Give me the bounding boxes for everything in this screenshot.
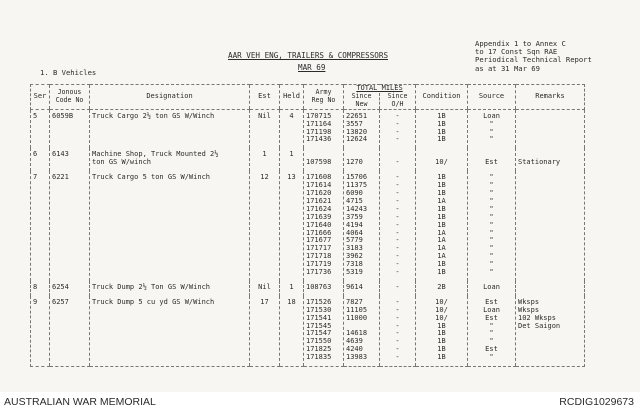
cell-condition [416,281,468,296]
cell-ser [31,171,50,281]
cell-est [250,171,280,281]
cell-condition-line: 1B [437,353,446,362]
cell-est-value: 17 [260,297,269,306]
cell-held-value: 1 [289,150,294,159]
cell-ser-value: 6 [33,150,38,159]
cell-since-oh-line: - [395,305,400,314]
cell-army-reg-line: 171545 [306,321,332,330]
cell-army-reg [304,281,344,296]
cell-since-oh-line: - [395,297,400,306]
header-total-miles-label: TOTAL MILES [356,84,403,92]
cell-since-oh [380,171,416,281]
cell-held [280,281,304,296]
cell-est-value: Nil [258,111,271,120]
cell-ser-value: 9 [33,297,38,306]
cell-ser [31,281,50,296]
cell-ser [31,296,50,367]
cell-army-reg-line: 171541 [306,313,332,322]
cell-army-reg-line: 171624 [306,204,332,213]
cell-source-line: " [489,127,494,136]
cell-source [468,109,516,148]
cell-since-new-line: 11000 [346,313,368,322]
cell-code-value: 6059B [52,111,74,120]
cell-source-line: Est [485,158,498,167]
cell-source [468,148,516,171]
cell-since-new-line: 14618 [346,329,368,338]
cell-since-oh-line: - [395,345,400,354]
cell-since-oh-line: - [395,212,400,221]
cell-source-line: " [489,252,494,261]
document-title: AAR VEH ENG, TRAILERS & COMPRESSORS [228,51,389,60]
cell-source-line: Loan [483,111,500,120]
header-miles-sub [344,93,415,109]
cell-since-oh-line: - [395,282,400,291]
cell-since-new-line: 4715 [346,196,363,205]
cell-since-oh-line: - [395,313,400,322]
cell-designation-line: Machine Shop, Truck Mounted 2½ [92,150,219,159]
appendix-line: to 17 Const Sqn RAE [475,47,558,57]
cell-est [250,109,280,148]
header-since-oh [379,93,415,109]
cell-remarks [516,281,585,296]
cell-ser-value: 5 [33,111,38,120]
section-heading: 1. B Vehicles [40,68,97,77]
cell-designation-line: ton GS W/winch [92,158,152,167]
cell-source-line: " [489,260,494,269]
cell-condition [416,148,468,171]
cell-since-new-line: 14243 [346,204,368,213]
cell-since-oh-line: - [395,111,400,120]
cell-army-reg [304,148,344,171]
cell-condition-line: 1B [437,345,446,354]
cell-condition-line: 1A [437,228,446,237]
cell-condition [416,109,468,148]
cell-since-new [344,281,380,296]
cell-since-oh-line: - [395,127,400,136]
cell-condition-line: 10/ [435,313,448,322]
cell-army-reg-line: 171547 [306,329,332,338]
cell-army-reg-line: 171640 [306,220,332,229]
cell-code-value: 6257 [52,297,69,306]
cell-designation [90,171,250,281]
header-est: Est [250,85,280,110]
header-code-line: Code No [55,95,84,104]
header-total-miles [344,85,416,110]
cell-condition-line: 1B [437,212,446,221]
cell-since-new-line: 3183 [346,244,363,253]
cell-remarks-line: 102 Wksps [518,313,556,322]
cell-source-line: Est [485,345,498,354]
table-body [31,109,585,366]
cell-held-value: 4 [289,111,294,120]
cell-condition-line: 1B [437,119,446,128]
header-code-line: Jonous [57,87,82,96]
cell-army-reg-line: 107598 [306,158,332,167]
cell-condition-line: 2B [437,282,446,291]
cell-ser [31,148,50,171]
cell-since-oh-line: - [395,173,400,182]
header-since-new [344,93,379,109]
cell-army-reg-line: 171825 [306,345,332,354]
cell-since-oh-line: - [395,181,400,190]
table-row [31,171,585,281]
cell-condition-line: 10/ [435,305,448,314]
cell-est-value: 1 [262,150,267,159]
cell-condition [416,171,468,281]
cell-source-line: " [489,212,494,221]
cell-source-line: " [489,268,494,277]
cell-designation-line: Truck Cargo 5 ton GS W/Winch [92,173,211,182]
document-date: MAR 69 [298,63,326,72]
table-header-row [31,85,585,110]
cell-since-oh-line: - [395,260,400,269]
cell-army-reg-line: 171530 [306,305,332,314]
cell-designation-line: Truck Dump 2½ Ton GS W/Winch [92,282,211,291]
cell-source [468,281,516,296]
cell-condition-line: 1A [437,236,446,245]
cell-army-reg-line: 171677 [306,236,332,245]
cell-est [250,296,280,367]
cell-since-oh [380,148,416,171]
cell-army-reg-line: 108763 [306,282,332,291]
cell-army-reg [304,171,344,281]
table-row [31,296,585,367]
header-held: Held [280,85,304,110]
cell-ser-value: 7 [33,173,38,182]
cell-condition-line: 1B [437,329,446,338]
cell-source-line: Loan [483,282,500,291]
cell-since-oh-line: - [395,228,400,237]
cell-condition-line: 1B [437,127,446,136]
cell-since-oh-line: - [395,353,400,362]
cell-source [468,296,516,367]
cell-condition-line: 1B [437,135,446,144]
cell-condition-line: 1B [437,321,446,330]
cell-remarks-line: Det Saigon [518,321,561,330]
cell-ser-value: 8 [33,282,38,291]
cell-held-value: 1 [289,282,294,291]
cell-since-new-line: 4064 [346,228,363,237]
cell-since-oh-line: - [395,236,400,245]
cell-est [250,281,280,296]
cell-since-new-line: 9614 [346,282,363,291]
table-row [31,281,585,296]
cell-remarks [516,109,585,148]
cell-source-line: " [489,321,494,330]
header-army-line: Reg No [311,95,336,104]
cell-army-reg-line: 171164 [306,119,332,128]
cell-since-oh-line: - [395,119,400,128]
cell-since-oh-line: - [395,252,400,261]
cell-source-line: Loan [483,305,500,314]
cell-source-line: " [489,135,494,144]
cell-condition-line: 1A [437,252,446,261]
cell-held [280,296,304,367]
cell-code [50,171,90,281]
cell-condition-line: 1B [437,337,446,346]
cell-remarks-line: Wksps [518,305,540,314]
cell-held [280,148,304,171]
cell-since-new-line: 5779 [346,236,363,245]
cell-source-line: " [489,244,494,253]
cell-condition-line: 1B [437,188,446,197]
cell-since-oh-line: - [395,135,400,144]
cell-since-new-line: 1270 [346,158,363,167]
cell-since-oh-line: - [395,204,400,213]
cell-since-new-line: 11375 [346,181,368,190]
cell-est-value: Nil [258,282,271,291]
cell-source-line: " [489,220,494,229]
cell-since-new [344,296,380,367]
cell-condition-line: 1B [437,268,446,277]
appendix-line: as at 31 Mar 69 [475,63,540,73]
cell-source [468,171,516,281]
cell-held [280,171,304,281]
cell-condition-line: 1B [437,181,446,190]
cell-code [50,296,90,367]
cell-since-new [344,109,380,148]
appendix-block [475,40,592,73]
cell-source-line: " [489,173,494,182]
table-row [31,109,585,148]
cell-designation [90,148,250,171]
cell-condition-line: 1B [437,220,446,229]
cell-since-new-line: 13983 [346,353,368,362]
cell-remarks-line: Stationary [518,158,561,167]
cell-since-new-line: 12624 [346,135,368,144]
cell-since-new-line: 3759 [346,212,363,221]
cell-remarks [516,148,585,171]
cell-remarks-line: Wksps [518,297,540,306]
header-army [304,85,344,110]
cell-code-value: 6143 [52,150,69,159]
cell-army-reg-line: 171608 [306,173,332,182]
cell-since-oh [380,109,416,148]
cell-source-line: " [489,196,494,205]
cell-code [50,148,90,171]
cell-army-reg-line: 171198 [306,127,332,136]
appendix-line: Periodical Technical Report [475,55,592,65]
header-since-new-line: Since [351,91,372,100]
cell-since-new-line: 13820 [346,127,368,136]
appendix-line: Appendix 1 to Annex C [475,39,566,48]
cell-since-oh-line: - [395,329,400,338]
header-since-oh-line: Since [387,91,408,100]
cell-condition-line: 10/ [435,158,448,167]
cell-code [50,281,90,296]
cell-condition-line: 1A [437,196,446,205]
cell-since-oh [380,296,416,367]
cell-est-value: 12 [260,173,269,182]
table-row [31,148,585,171]
cell-army-reg-line: 171526 [306,297,332,306]
cell-held [280,109,304,148]
cell-condition-line: 1B [437,173,446,182]
cell-since-new-line: 3557 [346,119,363,128]
cell-source-line: " [489,228,494,237]
cell-since-oh-line: - [395,196,400,205]
vehicle-table [30,84,585,367]
cell-since-new-line: 4194 [346,220,363,229]
cell-army-reg-line: 171835 [306,353,332,362]
cell-army-reg-line: 171436 [306,135,332,144]
cell-code-value: 6221 [52,173,69,182]
header-code [50,85,90,110]
cell-condition-line: 1B [437,260,446,269]
cell-source-line: " [489,337,494,346]
header-designation: Designation [90,85,250,110]
cell-since-new-line: 15706 [346,173,368,182]
cell-army-reg-line: 171666 [306,228,332,237]
header-army-line: Army [315,87,332,96]
cell-condition-line: 1A [437,244,446,253]
cell-since-new-line: 4240 [346,345,363,354]
cell-held-value: 18 [287,297,296,306]
cell-army-reg-line: 171719 [306,260,332,269]
cell-army-reg-line: 171620 [306,188,332,197]
cell-designation [90,109,250,148]
cell-source-line: Est [485,313,498,322]
cell-army-reg-line: 170715 [306,111,332,120]
cell-since-new-line: 4639 [346,337,363,346]
cell-source-line: " [489,119,494,128]
cell-designation [90,296,250,367]
archive-footer [0,392,640,411]
cell-source-line: " [489,188,494,197]
cell-army-reg-line: 171639 [306,212,332,221]
cell-code-value: 6254 [52,282,69,291]
cell-source-line: Est [485,297,498,306]
cell-designation [90,281,250,296]
cell-held-value: 13 [287,173,296,182]
cell-army-reg [304,296,344,367]
cell-since-new-line: 5319 [346,268,363,277]
cell-since-new [344,171,380,281]
cell-est [250,148,280,171]
cell-source-line: " [489,236,494,245]
cell-remarks [516,171,585,281]
header-ser: Ser [31,85,50,110]
cell-since-new-line: 7827 [346,297,363,306]
cell-since-oh [380,281,416,296]
cell-since-oh-line: - [395,188,400,197]
cell-since-oh-line: - [395,244,400,253]
cell-army-reg-line: 171718 [306,252,332,261]
archive-reference: RCDIG1029673 [559,396,634,408]
header-remarks: Remarks [516,85,585,110]
cell-source-line: " [489,204,494,213]
cell-condition-line: 10/ [435,297,448,306]
cell-since-new-line: 22651 [346,111,368,120]
cell-since-new-line: 11105 [346,305,368,314]
header-source: Source [468,85,516,110]
cell-condition-line: 1B [437,111,446,120]
cell-army-reg-line: 171614 [306,181,332,190]
header-since-new-line: New [355,99,368,108]
cell-condition [416,296,468,367]
cell-source-line: " [489,353,494,362]
cell-since-oh-line: - [395,321,400,330]
cell-since-new [344,148,380,171]
cell-code [50,109,90,148]
archive-name: AUSTRALIAN WAR MEMORIAL [4,396,156,408]
cell-army-reg-line: 171736 [306,268,332,277]
cell-army-reg-line: 171550 [306,337,332,346]
cell-since-new-line: 7318 [346,260,363,269]
cell-remarks [516,296,585,367]
cell-army-reg-line: 171621 [306,196,332,205]
cell-since-new-line: 6090 [346,188,363,197]
cell-since-oh-line: - [395,337,400,346]
header-condition: Condition [416,85,468,110]
cell-ser [31,109,50,148]
header-since-oh-line: O/H [391,99,404,108]
cell-army-reg-line: 171717 [306,244,332,253]
cell-since-oh-line: - [395,158,400,167]
cell-since-oh-line: - [395,220,400,229]
cell-designation-line: Truck Cargo 2½ ton GS W/Winch [92,111,215,120]
cell-since-new-line: 3962 [346,252,363,261]
cell-since-oh-line: - [395,268,400,277]
cell-condition-line: 1B [437,204,446,213]
cell-designation-line: Truck Dump 5 cu yd GS W/Winch [92,297,215,306]
cell-source-line: " [489,181,494,190]
cell-army-reg [304,109,344,148]
cell-source-line: " [489,329,494,338]
